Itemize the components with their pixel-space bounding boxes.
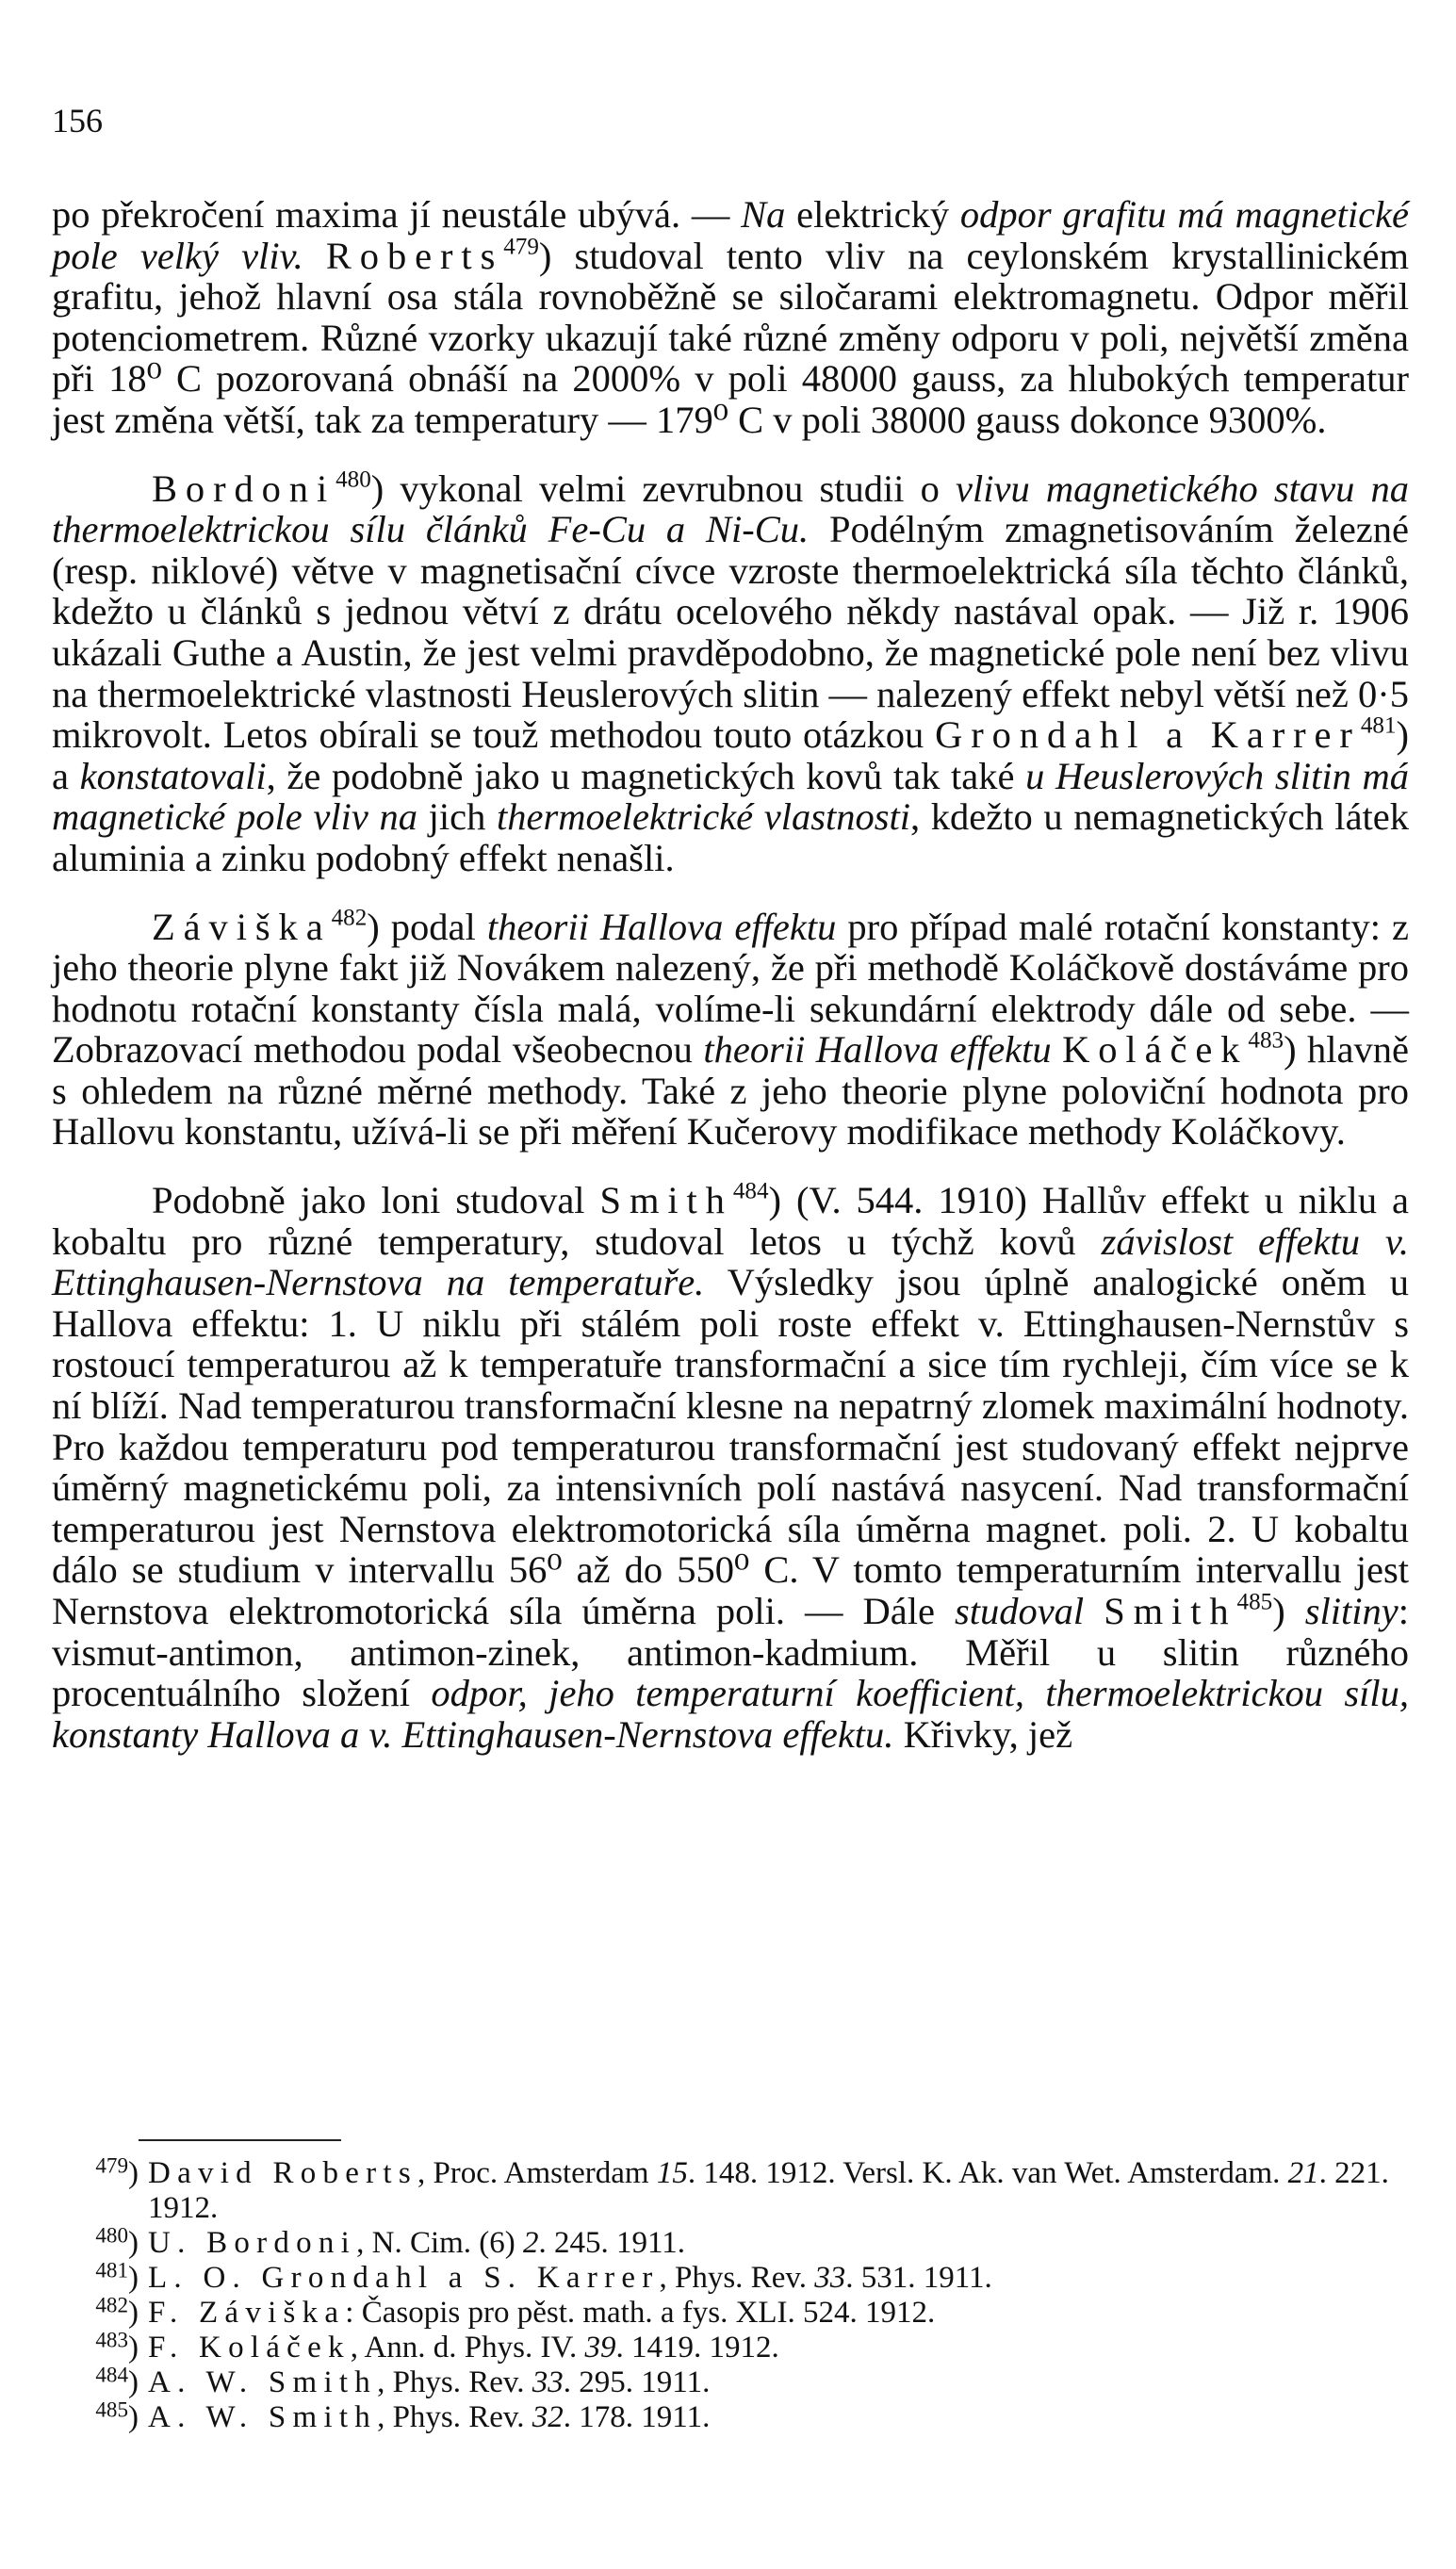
footnote-volume: 21 [1287,2156,1319,2190]
footnote-number: $^{485}$) [95,2397,139,2434]
text-run: ) hlavně s ohledem na různé měrné methody. Také z jeho theorie plyne poloviční hodnota pro Hallovu konstantu, užívá-li se při měření Kučerovy modifikace methody Koláčkovy. [52,1028,1409,1154]
footnote-number: $^{484}$) [95,2362,139,2399]
footnote-number: $^{480}$) [95,2222,139,2260]
emphasis-text: závislost effektu v. Ettinghausen-Nernstova na temperatuře. [52,1219,1409,1304]
text-run: ) podal [367,905,487,948]
footnote-text: . 178. 1911. [563,2400,711,2434]
footnote-author: A. W. Smith [148,2400,378,2434]
text-run [1084,1590,1104,1632]
text-run: Podobně jako loni studoval [152,1179,600,1222]
footnote-author: L. O. Grondahl a S. Karrer [148,2261,660,2295]
footnote-483 [52,2327,1409,2365]
paragraph-roberts [52,194,1409,441]
footnotes [52,2152,1409,2435]
author-name: Záviška [152,905,332,948]
footnote-text: , N. Cim. (6) [356,2226,524,2260]
footnote-ref: 479 [503,234,539,260]
emphasis-text: vlivu magnetického stavu na thermoelektrickou sílu článků Fe-Cu a Ni-Cu. [52,466,1409,551]
emphasis-text: Na [741,193,786,236]
footnote-ref: 484 [732,1178,769,1204]
footnote-ref: 481 [1360,712,1397,739]
page-number: 156 [52,102,103,139]
footnote-author: David Roberts [148,2156,417,2190]
author-name: Koláček [1062,1028,1249,1072]
footnote-text: , Phys. Rev. [377,2365,532,2399]
footnote-volume: 33 [814,2261,846,2295]
text-run [1052,1028,1062,1071]
footnote-divider [139,2139,341,2141]
text-run: Výsledky jsou úplně analogické oněm u Hallova effektu: 1. U niklu při stálém poli roste effekt v. Ettinghausen-Nernstův s rostoucí temperaturou až k temperatuře transformační a sice tím rychleji, čím více se k ní blíží. Nad temperaturou transformační klesne na nepatrný zlomek maximální hodnoty. Pro každou temperaturu pod temperaturou transformační jest studovaný effekt nejprve úměrný magnetickému poli, za intensivních polí nastává nasycení. Nad transformační temperaturou jest Nernstova elektromotorická síla úměrna magnet. poli. 2. U kobaltu dálo se studium v intervallu 56⁰ až do 550⁰ C. V tomto temperaturním intervallu jest Nernstova elektromotorická síla úměrna poli. — Dále [52,1261,1409,1632]
footnote-text: , Phys. Rev. [377,2400,532,2434]
footnote-479 [52,2152,1409,2226]
footnote-volume: 33 [532,2365,564,2399]
footnote-author: U. Bordoni [148,2226,357,2260]
body-text [52,194,1409,1782]
footnote-number: $^{481}$) [95,2257,139,2295]
footnote-text: . 148. 1912. Versl. K. Ak. van Wet. Amsterdam. [687,2156,1288,2190]
text-run: ) vykonal velmi zevrubnou studii o [370,466,956,510]
emphasis-text: slitiny [1304,1590,1399,1632]
footnote-482 [52,2292,1409,2331]
footnote-text: . 295. 1911. [563,2365,711,2399]
emphasis-text: theorii Hallova effektu [703,1028,1052,1072]
text-run: jich [417,795,498,839]
footnote-author: F. Záviška [148,2296,346,2330]
footnote-ref: 483 [1248,1027,1284,1054]
footnote-ref: 482 [331,904,368,930]
emphasis-text: odpor, jeho temperaturní koefficient, thermoelektrickou sílu, konstanty Hallova a v. Ettinghausen-Nernstova effektu. [52,1672,1409,1756]
footnote-ref: 480 [335,466,371,492]
emphasis-text: studoval [954,1590,1085,1632]
footnote-ref: 485 [1236,1589,1273,1615]
footnote-author: F. Koláček [148,2331,351,2364]
text-run: ) [1272,1590,1305,1632]
footnote-volume: 39 [584,2331,616,2364]
text-run: ) a [52,713,1409,797]
text-run [303,235,326,277]
paragraph-bordoni [52,468,1409,879]
emphasis-text: konstatovali [79,754,267,797]
footnote-text: , Ann. d. Phys. IV. [350,2331,585,2364]
footnote-text: . 1419. 1912. [615,2331,779,2364]
text-run: Křivky, jež [893,1712,1073,1756]
footnote-text: , Phys. Rev. [659,2261,815,2295]
emphasis-text: u Heuslerových slitin má magnetické pole vliv na [52,754,1409,839]
footnote-author: A. W. Smith [148,2365,378,2399]
footnote-484 [52,2362,1409,2400]
footnote-481 [52,2257,1409,2296]
author-name: Smith [599,1179,733,1222]
author-name: Smith [1104,1590,1237,1632]
text-run: : vismut-antimon, antimon-zinek, antimon-kadmium. Měřil u slitin různého procentuálního složení [52,1590,1409,1715]
author-name: Bordoni [152,466,336,510]
footnote-text: . 221. 1912. [148,2156,1389,2225]
footnote-volume: 15 [656,2156,688,2190]
footnote-text: , Proc. Amsterdam [417,2156,657,2190]
text-run: po překročení maxima jí neustále ubývá. — [52,193,742,236]
author-name: Grondahl a Karrer [935,713,1361,757]
emphasis-text: theorii Hallova effektu [486,905,837,948]
footnote-number: $^{479}$) [95,2152,139,2190]
emphasis-text: odpor grafitu má magnetické pole velký vliv. [52,193,1409,277]
text-run: pro případ malé rotační konstanty: z jeho theorie plyne fakt již Novákem nalezený, že při methodě Koláčkově dostáváme pro hodnotu rotační konstanty čísla malá, volíme-li sekundární elektrody dále od sebe. — Zobrazovací methodou podal všeobecnou [52,905,1409,1072]
text-run: , že podobně jako u magnetických kovů tak také [266,754,1026,797]
paragraph-zaviska [52,904,1409,1154]
footnote-number: $^{482}$) [95,2292,139,2330]
text-run: Podélným zmagnetisováním železné (resp. niklové) větve v magnetisační cívce vzroste thermoelektrická síla těchto článků, kdežto u článků s jednou větví z drátu ocelového někdy nastával opak. — Již r. 1906 ukázali Guthe a Austin, že jest velmi pravděpodobno, že magnetické pole není bez vlivu na thermoelektrické vlastnosti Heuslerových slitin — nalezený effekt nebyl větší než 0·5 mikrovolt. Letos obírali se touž methodou touto otázkou [52,508,1410,757]
emphasis-text: thermoelektrické vlastnosti [497,795,911,839]
text-run: ) (V. 544. 1910) Hallův effekt u niklu a kobaltu pro různé temperatury, studoval letos u týchž kovů [52,1179,1409,1263]
footnote-text: . 531. 1911. [845,2261,992,2295]
footnote-480 [52,2222,1409,2261]
footnote-text: . 245. 1911. [538,2226,686,2260]
text-run: elektrický [785,193,960,236]
footnote-485 [52,2397,1409,2435]
footnote-volume: 2 [523,2226,539,2260]
paragraph-smith [52,1180,1409,1755]
author-name: Roberts [325,234,504,277]
text-run: ) studoval tento vliv na ceylonském krystallinickém grafitu, jehož hlavní osa stála rovnoběžně se siločarami elektromagnetu. Odpor měřil potenciometrem. Různé vzorky ukazují také různé změny odporu v poli, největší změna při 18⁰ C pozorovaná obnáší na 2000% v poli 48000 gauss, za hlubokých temperatur jest změna větší, tak za temperatury — 179⁰ C v poli 38000 gauss dokonce 9300%. [52,234,1410,441]
footnote-number: $^{483}$) [95,2327,139,2364]
footnote-volume: 32 [532,2400,564,2434]
text-run: , kdežto u nemagnetických látek aluminia a zinku podobný effekt nenašli. [52,795,1410,879]
footnote-text: : Časopis pro pěst. math. a fys. XLI. 524. 1912. [345,2296,936,2330]
